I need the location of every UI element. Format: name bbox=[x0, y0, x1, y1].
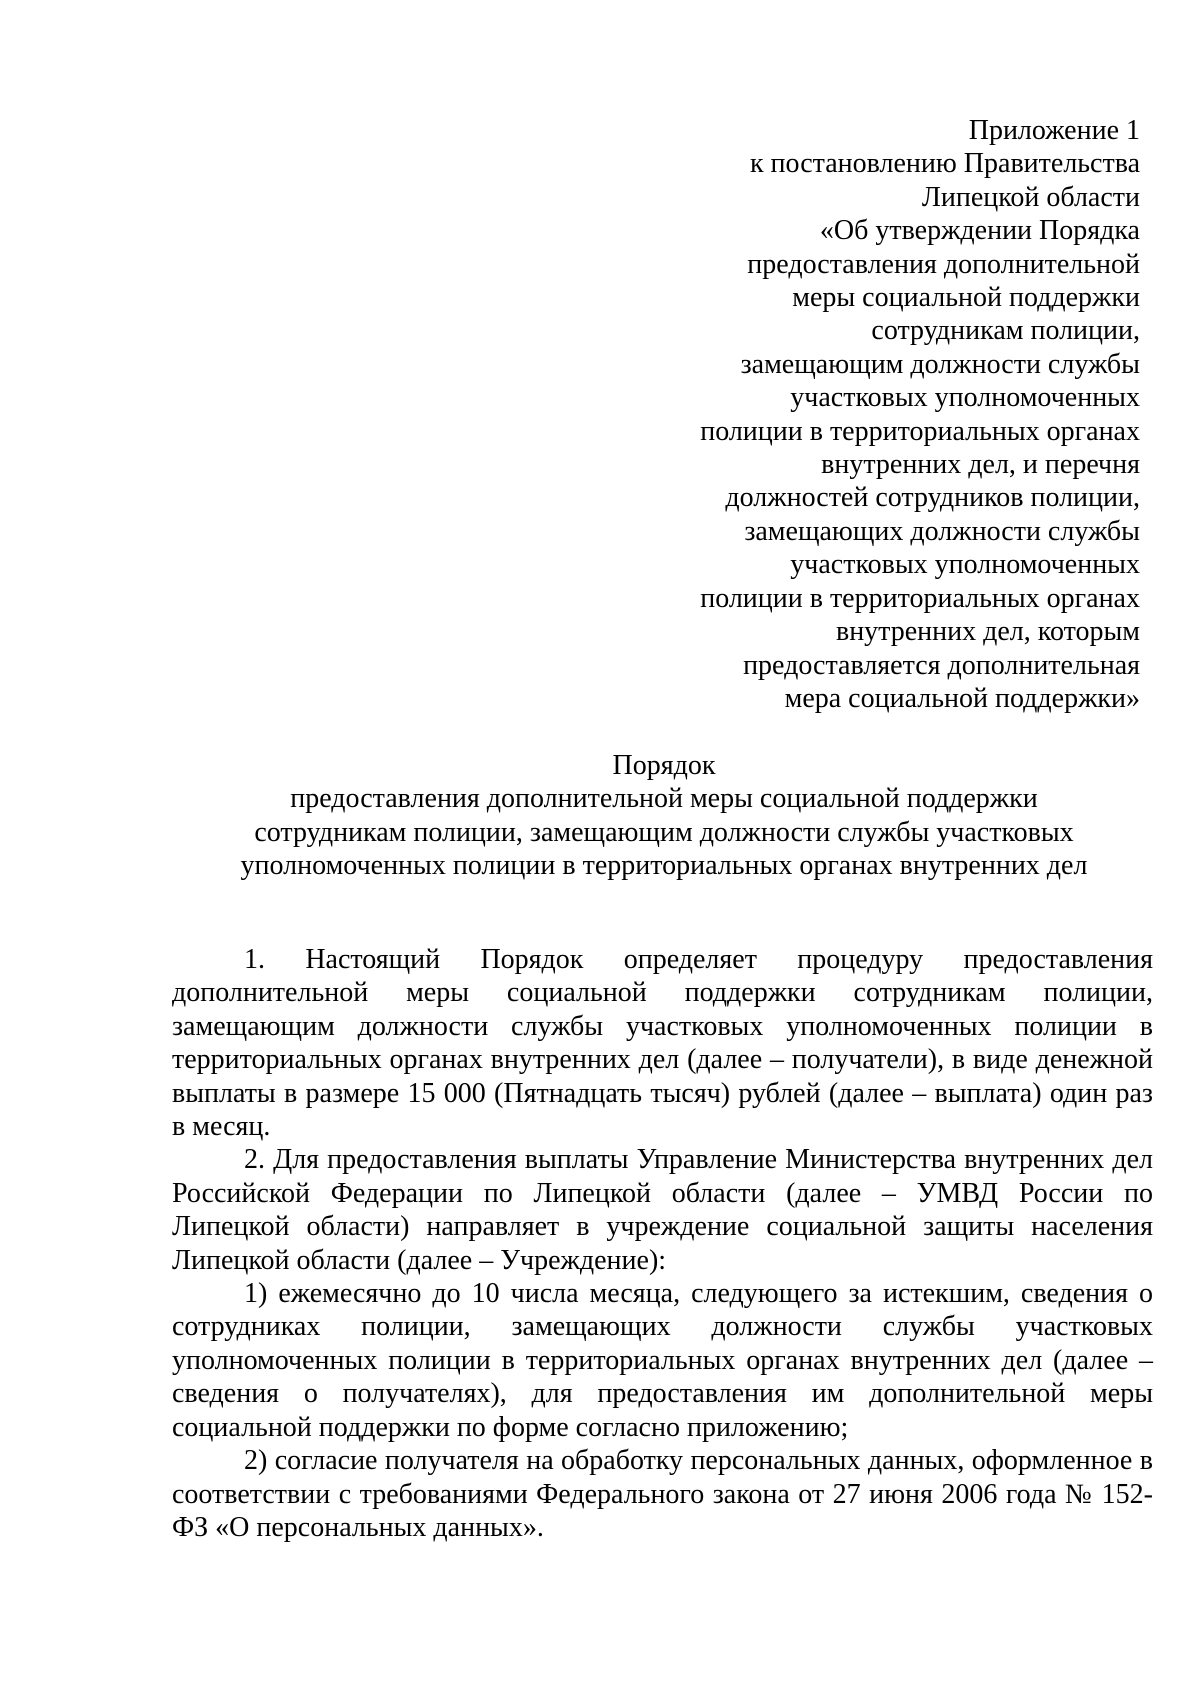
title-line: уполномоченных полиции в территориальных органах внутренних дел bbox=[240, 850, 1088, 882]
title-line: предоставления дополнительной меры социальной поддержки bbox=[290, 783, 1038, 815]
appendix-line: меры социальной поддержки bbox=[792, 282, 1140, 314]
title-line: Порядок bbox=[612, 750, 716, 781]
appendix-line: полиции в территориальных органах bbox=[700, 415, 1140, 447]
appendix-line: предоставления дополнительной bbox=[747, 248, 1140, 280]
paragraph-2-item-1: 1) ежемесячно до 10 числа месяца, следующего за истекшим, сведения о сотрудниках полиции, замещающих должности службы участковых уполномоченных полиции в территориальных органах внутренних дел (далее – сведения о получателях), для предоставления им дополнительной меры социальной поддержки по форме согласно приложению; bbox=[172, 1278, 1153, 1443]
document-title bbox=[172, 749, 1156, 883]
appendix-line: внутренних дел, которым bbox=[835, 616, 1140, 648]
paragraph-1: 1. Настоящий Порядок определяет процедуру предоставления дополнительной меры социальной поддержки сотрудникам полиции, замещающим должности службы участковых уполномоченных полиции в территориальных органах внутренних дел (далее – получатели), в виде денежной выплаты в размере 15 000 (Пятнадцать тысяч) рублей (далее – выплата) один раз в месяц. bbox=[172, 944, 1153, 1143]
appendix-line: должностей сотрудников полиции, bbox=[725, 482, 1140, 514]
appendix-line: участковых уполномоченных bbox=[790, 549, 1140, 581]
appendix-line: внутренних дел, и перечня bbox=[821, 449, 1140, 481]
appendix-line: Приложение 1 bbox=[968, 115, 1140, 146]
paragraph-2: 2. Для предоставления выплаты Управление Министерства внутренних дел Российской Федерации по Липецкой области (далее – УМВД России по Липецкой области) направляет в учреждение социальной защиты населения Липецкой области (далее – Учреждение): bbox=[172, 1144, 1153, 1276]
title-line: сотрудникам полиции, замещающим должности службы участковых bbox=[254, 816, 1074, 848]
appendix-line: предоставляется дополнительная bbox=[743, 649, 1140, 681]
paragraph-2-item-2: 2) согласие получателя на обработку персональных данных, оформленное в соответствии с требованиями Федерального закона от 27 июня 2006 года № 152-ФЗ «О персональных данных». bbox=[172, 1445, 1153, 1543]
appendix-line: «Об утверждении Порядка bbox=[819, 215, 1140, 247]
appendix-line: замещающим должности службы bbox=[740, 348, 1140, 380]
appendix-line: полиции в территориальных органах bbox=[700, 582, 1140, 614]
appendix-line: замещающих должности службы bbox=[744, 515, 1140, 547]
appendix-header bbox=[520, 114, 1140, 715]
appendix-line: сотрудникам полиции, bbox=[871, 315, 1140, 347]
document-body bbox=[172, 943, 1153, 1544]
appendix-line: участковых уполномоченных bbox=[790, 382, 1140, 414]
appendix-line: мера социальной поддержки» bbox=[784, 682, 1140, 714]
appendix-line: к постановлению Правительства bbox=[749, 148, 1140, 180]
appendix-line: Липецкой области bbox=[921, 181, 1140, 213]
